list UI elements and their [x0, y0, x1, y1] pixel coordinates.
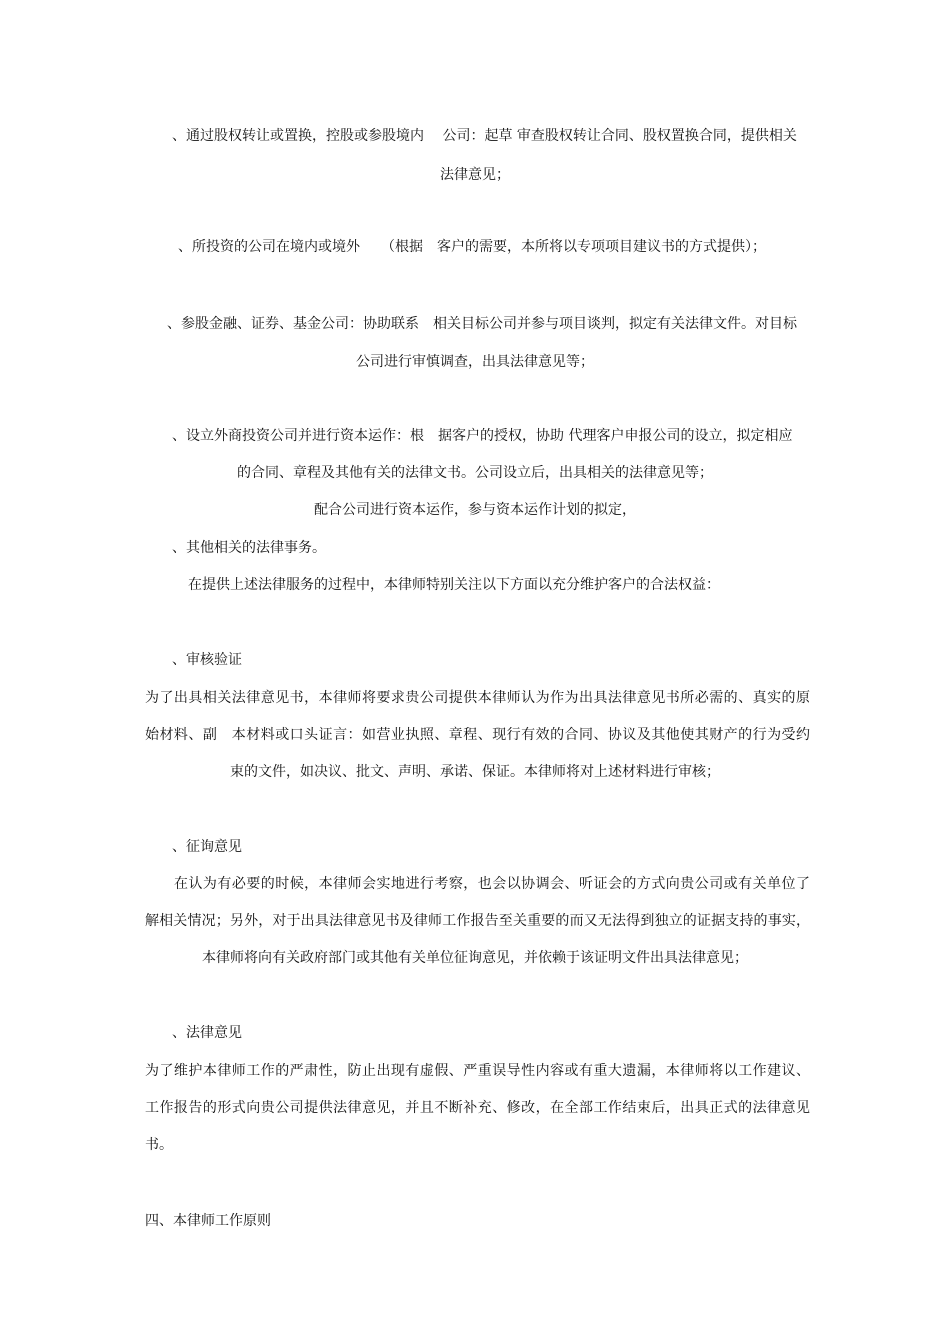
item-4-line-3: 配合公司进行资本运作，参与资本运作计划的拟定， [314, 502, 636, 518]
item-4-line-1: 、设立外商投资公司并进行资本运作：根 据客户的授权，协助 代理客户申报公司的设立，拟定相应 [172, 428, 793, 444]
item-3-line-1: 、参股金融、证券、基金公司：协助联系 相关目标公司并参与项目谈判，拟定有关法律文件。对目标 [167, 316, 797, 332]
section-consult-line-3: 本律师将向有关政府部门或其他有关单位征询意见，并依赖于该证明文件出具法律意见； [202, 950, 748, 966]
section-review-line-3: 束的文件，如决议、批文、声明、承诺、保证。本律师将对上述材料进行审核； [230, 764, 720, 780]
section-heading-review: 、审核验证 [172, 652, 242, 668]
section-opinion-line-2: 工作报告的形式向贵公司提供法律意见，并且不断补充、修改，在全部工作结束后，出具正式的法律意见 [145, 1100, 810, 1116]
section-opinion-line-1: 为了维护本律师工作的严肃性，防止出现有虚假、严重误导性内容或有重大遗漏，本律师将以工作建议、 [145, 1063, 810, 1079]
item-1-line-2: 法律意见； [440, 167, 510, 183]
section-review-line-2: 始材料、副 本材料或口头证言：如营业执照、章程、现行有效的合同、协议及其他使其财产的行为受约 [145, 727, 810, 743]
section-consult-line-2: 解相关情况；另外，对于出具法律意见书及律师工作报告至关重要的而又无法得到独立的证据支持的事实， [145, 913, 810, 929]
item-1-line-1: 、通过股权转让或置换，控股或参股境内 公司：起草 审查股权转让合同、股权置换合同，提供相关 [172, 128, 797, 144]
item-2-line-1: 、所投资的公司在境内或境外 （根据 客户的需要，本所将以专项项目建议书的方式提供）； [178, 239, 766, 255]
item-3-line-2: 公司进行审慎调查，出具法律意见等； [356, 354, 594, 370]
item-4-line-2: 的合同、章程及其他有关的法律文书。公司设立后，出具相关的法律意见等； [237, 465, 713, 481]
section-heading-principles: 四、本律师工作原则 [145, 1213, 271, 1229]
section-consult-line-1: 在认为有必要的时候，本律师会实地进行考察，也会以协调会、听证会的方式向贵公司或有关单位了 [174, 876, 810, 892]
item-5-line-1: 、其他相关的法律事务。 [172, 540, 326, 556]
section-heading-opinion: 、法律意见 [172, 1025, 242, 1041]
intro-paragraph: 在提供上述法律服务的过程中，本律师特别关注以下方面以充分维护客户的合法权益： [188, 577, 720, 593]
section-heading-consult: 、征询意见 [172, 839, 242, 855]
section-review-line-1: 为了出具相关法律意见书，本律师将要求贵公司提供本律师认为作为出具法律意见书所必需的、真实的原 [145, 690, 810, 706]
section-opinion-line-3: 书。 [145, 1137, 173, 1153]
